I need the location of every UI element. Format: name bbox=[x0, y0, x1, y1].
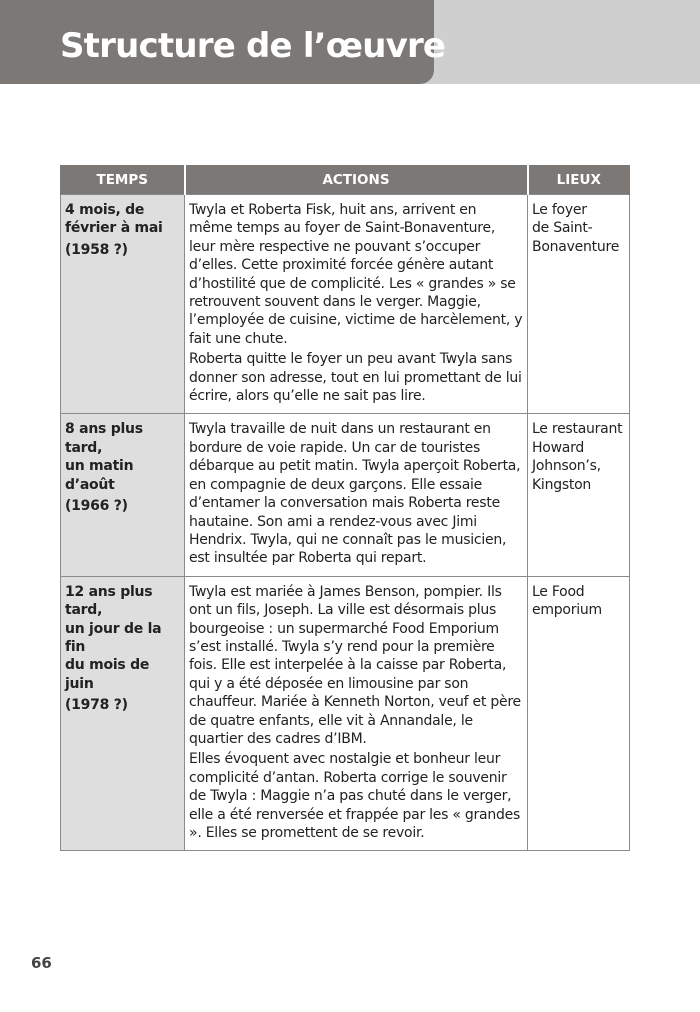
header-tab bbox=[0, 0, 446, 84]
place-line: emporium bbox=[532, 602, 602, 619]
table-row bbox=[61, 414, 630, 576]
place-line: Le Food bbox=[532, 583, 585, 600]
place-cell bbox=[528, 414, 630, 576]
structure-table bbox=[60, 165, 630, 851]
place-line: de Saint- bbox=[532, 220, 593, 237]
table-row bbox=[61, 576, 630, 851]
place-line: Bonaventure bbox=[532, 238, 620, 255]
place-cell bbox=[528, 195, 630, 414]
action-cell bbox=[185, 414, 528, 576]
time-cell bbox=[61, 195, 185, 414]
column-header-lieux: LIEUX bbox=[528, 165, 630, 195]
time-cell bbox=[61, 414, 185, 576]
place-line: Johnson’s, bbox=[532, 458, 601, 475]
time-year: (1958 ?) bbox=[65, 241, 128, 258]
place-line: Le restaurant bbox=[532, 421, 623, 438]
time-line: du mois de juin bbox=[65, 657, 150, 692]
time-line: février à mai bbox=[65, 220, 163, 237]
column-header-actions: ACTIONS bbox=[185, 165, 528, 195]
action-paragraph: Twyla travaille de nuit dans un restaurant en bordure de voie rapide. Un car de touristes débarque au petit matin. Twyla aperçoit Roberta, en compagnie de deux garçons. Elle essaie d’entamer la conversation mais Roberta reste hautaine. Son ami a rendez-vous avec Jimi Hendrix. Twyla, qui ne connaît pas le musicien, est insultée par Roberta qui repart. bbox=[189, 421, 521, 567]
action-paragraph: Elles évoquent avec nostalgie et bonheur leur complicité d’antan. Roberta corrige le souvenir de Twyla : Maggie n’a pas chuté dans le verger, elle a été renversée et frappée par les « grandes ». Elles se promettent de se revoir. bbox=[189, 751, 521, 841]
time-line: 8 ans plus tard, bbox=[65, 421, 143, 456]
place-cell bbox=[528, 576, 630, 851]
action-paragraph: Twyla et Roberta Fisk, huit ans, arrivent en même temps au foyer de Saint-Bonaventure, leur mère respective ne pouvant s’occuper d’elles. Cette proximité forcée génère autant d’hostilité que de complicité. Les « grandes » se retrouvent souvent dans le verger. Maggie, l’employée de cuisine, victime de harcèlement, y fait une chute. bbox=[189, 202, 523, 347]
time-line: 4 mois, de bbox=[65, 202, 145, 218]
table-row bbox=[61, 195, 630, 414]
place-line: Le foyer bbox=[532, 202, 587, 218]
action-paragraph: Roberta quitte le foyer un peu avant Twyla sans donner son adresse, tout en lui promettant de lui écrire, alors qu’elle ne sait pas lire. bbox=[189, 351, 522, 405]
time-year: (1966 ?) bbox=[65, 498, 128, 515]
action-cell bbox=[185, 576, 528, 851]
column-header-temps: TEMPS bbox=[61, 165, 185, 195]
time-line: 12 ans plus tard, bbox=[65, 583, 153, 619]
place-line: Howard bbox=[532, 439, 585, 456]
action-paragraph: Twyla est mariée à James Benson, pompier. Ils ont un fils, Joseph. La ville est désormais plus bourgeoise : un supermarché Food Emporium s’est installé. Twyla s’y rend pour la première fois. Elle est interpelée à la caisse par Roberta, qui y a été déposée en limousine par son chauffeur. Mariée à Kenneth Norton, veuf et père de quatre enfants, elle vit à Annandale, le quartier des cadres d’IBM. bbox=[189, 583, 521, 747]
time-year: (1978 ?) bbox=[65, 697, 128, 714]
action-cell bbox=[185, 195, 528, 414]
table-header-row bbox=[61, 165, 630, 195]
time-line: un jour de la fin bbox=[65, 620, 162, 655]
page-number: 66 bbox=[31, 954, 52, 972]
place-line: Kingston bbox=[532, 476, 592, 493]
page-title: Structure de l’œuvre bbox=[60, 26, 446, 66]
time-cell bbox=[61, 576, 185, 851]
time-line: un matin d’août bbox=[65, 458, 134, 493]
